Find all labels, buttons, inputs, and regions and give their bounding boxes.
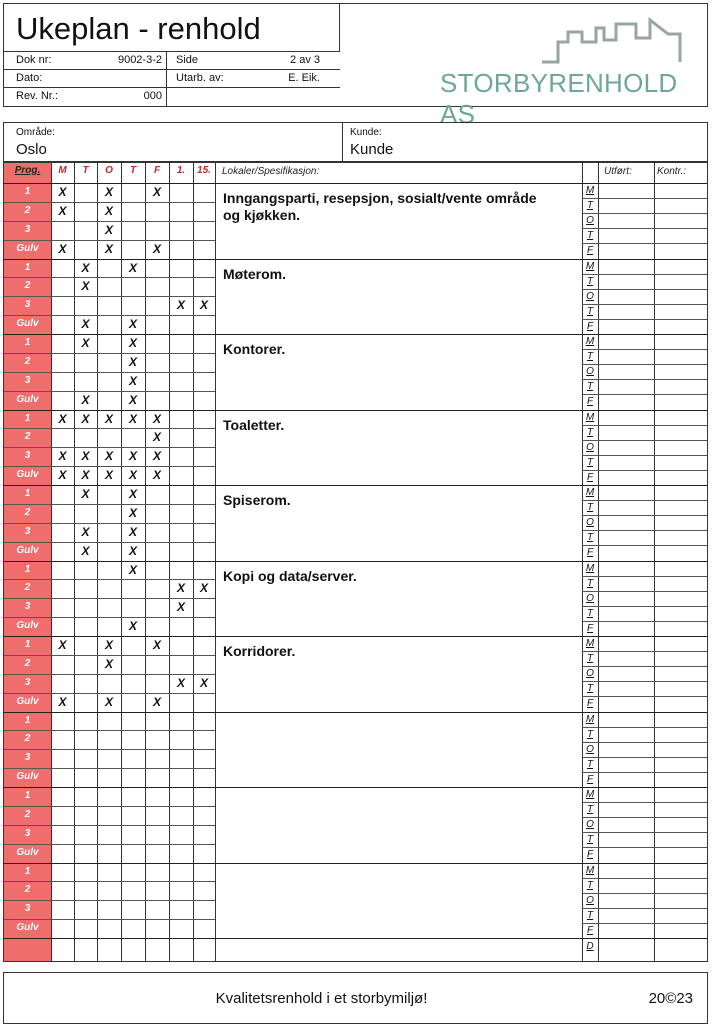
row-line [4, 749, 215, 750]
weekday-label: F [586, 849, 594, 861]
section-divider [4, 334, 707, 335]
weekday-label: F [586, 622, 594, 634]
weekday-label: M [585, 411, 595, 423]
row-line [4, 881, 215, 882]
row-label: 2 [24, 582, 31, 594]
day-row-line [582, 757, 707, 758]
day-row-line [582, 515, 707, 516]
row-line [4, 674, 215, 675]
weekday-label: T [586, 683, 594, 695]
row-line [4, 844, 215, 845]
row-label: Gulv [16, 469, 39, 481]
row-label: Gulv [16, 771, 39, 783]
task-mark: X [128, 373, 137, 388]
task-mark: X [128, 392, 137, 407]
day-row-line [582, 530, 707, 531]
doc-nr-label: Dok nr: [16, 54, 52, 66]
task-mark: X [176, 600, 185, 615]
area-customer-row [3, 122, 708, 162]
title-cell [4, 4, 340, 52]
omrade-value: Oslo [16, 141, 47, 158]
row-label: 1 [24, 337, 31, 348]
company-logo [340, 4, 708, 129]
section-divider [4, 863, 707, 864]
grid-column-line [145, 163, 146, 961]
task-mark: X [81, 279, 90, 294]
day-row-line [582, 274, 707, 275]
footer [3, 972, 708, 1024]
task-mark: X [81, 468, 90, 483]
weekday-label: T [586, 653, 594, 665]
day-row-line [582, 591, 707, 592]
task-mark: X [128, 317, 137, 332]
task-mark: X [128, 619, 137, 634]
section-title: Korridorer. [223, 643, 296, 659]
grid-column-line [51, 163, 52, 961]
task-mark: X [81, 392, 90, 407]
grid-column-line [169, 163, 170, 961]
weekday-label: O [586, 668, 594, 680]
task-mark: X [152, 468, 161, 483]
weekday-label: O [586, 290, 594, 302]
section-title: Toaletter. [223, 416, 285, 433]
weekday-label: M [585, 185, 595, 196]
section-divider [4, 410, 707, 411]
day-row-line [582, 213, 707, 214]
day-row-line [582, 817, 707, 818]
task-mark: X [81, 260, 90, 275]
row-label: Gulv [16, 620, 39, 632]
row-line [4, 542, 215, 543]
row-label: 1 [24, 639, 31, 650]
row-label: 2 [24, 884, 31, 896]
weekday-label: O [586, 215, 594, 227]
weekday-label: F [586, 698, 594, 710]
task-mark: X [58, 449, 67, 464]
row-label: 1 [24, 186, 31, 197]
weekday-label: T [586, 577, 594, 589]
day-row-line [582, 545, 707, 546]
day-row-line [582, 832, 707, 833]
weekly-plan-grid [3, 162, 708, 962]
row-label: Gulv [16, 695, 39, 707]
task-mark: X [128, 487, 137, 501]
kunde-label: Kunde: [350, 127, 382, 138]
weekday-label: F [586, 396, 594, 408]
row-label: 3 [24, 601, 31, 613]
day-row-line [582, 606, 707, 607]
row-label: 3 [24, 223, 31, 235]
day-row-line [582, 847, 707, 848]
section-divider [4, 787, 707, 788]
utfort-header: Utført: [604, 166, 632, 177]
row-label: 1 [24, 865, 31, 877]
section-divider [4, 938, 707, 939]
dato-label: Dato: [16, 72, 43, 84]
row-label: 1 [24, 714, 31, 726]
weekday-label: T [586, 834, 594, 846]
weekday-label: O [586, 441, 594, 453]
task-mark: X [128, 524, 137, 539]
weekday-label: M [585, 713, 595, 725]
task-mark: X [128, 543, 137, 558]
row-label: 3 [24, 676, 31, 688]
rev-value: 000 [143, 90, 162, 102]
row-line [4, 372, 215, 373]
task-mark: X [104, 638, 113, 652]
company-name: STORBYRENHOLD AS [440, 68, 678, 129]
kunde-value: Kunde [350, 141, 394, 158]
task-mark: X [104, 411, 113, 426]
weekday-label: F [586, 547, 594, 559]
day-row-line [582, 228, 707, 229]
weekday-label: M [585, 487, 595, 498]
grid-column-line [97, 163, 98, 961]
row-label: 2 [24, 280, 31, 292]
task-mark: X [81, 487, 90, 501]
task-mark: X [128, 562, 137, 577]
day-row-line [582, 923, 707, 924]
day-row-line [582, 651, 707, 652]
day-row-line [582, 349, 707, 350]
weekday-label: T [586, 804, 594, 816]
weekday-label: T [586, 607, 594, 619]
header-divider [4, 183, 707, 184]
row-line [4, 730, 215, 731]
task-mark: X [199, 298, 208, 313]
utarb-label: Utarb. av: [176, 72, 224, 84]
row-label: 2 [24, 204, 31, 216]
weekday-label: T [586, 381, 594, 393]
day-row-line [582, 319, 707, 320]
day-row-line [582, 243, 707, 244]
row-label: 1 [24, 563, 31, 575]
row-line [4, 598, 215, 599]
weekday-label: O [586, 894, 594, 906]
day-row-line [582, 500, 707, 501]
row-line [4, 504, 215, 505]
section-title: Møterom. [223, 265, 286, 282]
task-mark: X [104, 185, 113, 199]
weekday-label: M [585, 562, 595, 574]
section-divider [4, 561, 707, 562]
day-row-line [582, 681, 707, 682]
task-mark: X [58, 185, 67, 199]
omrade-label: Område: [16, 127, 55, 138]
weekday-label: M [585, 260, 595, 272]
weekday-label: O [586, 592, 594, 604]
task-mark: X [128, 449, 137, 464]
row-line [4, 768, 215, 769]
task-mark: X [58, 203, 67, 218]
day-row-line [582, 198, 707, 199]
row-label: Gulv [16, 544, 39, 556]
grid-column-line [598, 163, 599, 961]
day-row-line [582, 470, 707, 471]
row-line [4, 202, 215, 203]
row-label: 2 [24, 431, 31, 443]
task-mark: X [176, 298, 185, 313]
weekday-label-extra: D [586, 941, 594, 952]
weekday-label: F [586, 924, 594, 936]
day-row-line [582, 364, 707, 365]
weekday-label: O [586, 743, 594, 755]
rev-label: Rev. Nr.: [16, 90, 58, 102]
day-row-line [582, 394, 707, 395]
task-mark: X [81, 317, 90, 332]
kontr-header: Kontr.: [657, 166, 687, 177]
weekday-label: M [585, 336, 595, 347]
page-title: Ukeplan - renhold [16, 11, 261, 46]
task-mark: X [81, 336, 90, 350]
row-line [4, 466, 215, 467]
day-row-line [582, 893, 707, 894]
row-line [4, 391, 215, 392]
row-label: Gulv [16, 846, 39, 858]
row-line [4, 900, 215, 901]
weekday-label: F [586, 320, 594, 332]
section-title: Spiserom. [223, 492, 291, 508]
row-label: 3 [24, 903, 31, 915]
weekday-label: T [586, 456, 594, 468]
row-label: 3 [24, 752, 31, 764]
section-divider [4, 636, 707, 637]
row-label: Gulv [16, 318, 39, 330]
task-mark: X [199, 581, 208, 596]
task-mark: X [104, 449, 113, 464]
day-row-line [582, 576, 707, 577]
row-line [4, 428, 215, 429]
task-mark: X [152, 185, 161, 199]
task-mark: X [152, 638, 161, 652]
row-line [4, 523, 215, 524]
task-mark: X [128, 411, 137, 426]
row-label: 2 [24, 733, 31, 745]
day-row-line [582, 908, 707, 909]
row-label: 2 [24, 657, 31, 669]
task-mark: X [58, 468, 67, 483]
weekday-label: T [586, 275, 594, 287]
skyline-logo-icon [540, 10, 690, 70]
day-header-2: O [105, 165, 113, 176]
side-label: Side [176, 54, 199, 66]
section-divider [4, 485, 707, 486]
meta-row-date [4, 70, 340, 88]
task-mark: X [176, 675, 185, 690]
task-mark: X [81, 543, 90, 558]
weekday-label: M [585, 638, 595, 649]
utarb-value: E. Eik. [288, 72, 320, 84]
weekday-label: O [586, 517, 594, 529]
task-mark: X [152, 411, 161, 426]
day-row-line [582, 878, 707, 879]
weekday-label: T [586, 909, 594, 921]
row-label: 1 [24, 488, 31, 499]
task-mark: X [199, 675, 208, 690]
day-row-line [582, 455, 707, 456]
day-header-3: T [129, 165, 137, 176]
grid-column-line [654, 163, 655, 961]
task-mark: X [128, 505, 137, 520]
row-label: Gulv [16, 242, 39, 254]
day-header-4: F [153, 165, 161, 176]
task-mark: X [128, 468, 137, 483]
row-label: 1 [24, 412, 31, 424]
day-row-line [582, 666, 707, 667]
day-row-line [582, 772, 707, 773]
row-line [4, 579, 215, 580]
meta-row-doc [4, 52, 340, 70]
area-divider [342, 123, 343, 161]
task-mark: X [58, 638, 67, 652]
row-label: 3 [24, 374, 31, 386]
section-title: Kopi og data/server. [223, 567, 357, 584]
weekday-label: O [586, 819, 594, 831]
weekday-label: T [586, 728, 594, 740]
weekday-label: T [586, 758, 594, 770]
weekday-label: T [586, 305, 594, 317]
weekday-label: M [585, 789, 595, 800]
task-mark: X [104, 656, 113, 671]
doc-nr-value: 9002-3-2 [117, 54, 162, 66]
row-label: Gulv [16, 393, 39, 405]
footer-slogan: Kvalitetsrenhold i et storbymiljø! [215, 990, 428, 1007]
task-mark: X [58, 411, 67, 426]
grid-column-line [193, 163, 194, 961]
weekday-label: F [586, 773, 594, 785]
task-mark: X [128, 354, 137, 369]
task-mark: X [152, 449, 161, 464]
row-line [4, 825, 215, 826]
row-line [4, 919, 215, 920]
day-row-line [582, 379, 707, 380]
row-line [4, 296, 215, 297]
day-row-line [582, 696, 707, 697]
meta-divider [166, 52, 167, 107]
task-mark: X [152, 430, 161, 445]
document-header [3, 3, 708, 129]
task-mark: X [128, 336, 137, 350]
section-title: Inngangsparti, resepsjon, sosialt/vente område og kjøkken. [223, 190, 537, 223]
task-mark: X [104, 694, 113, 709]
task-mark: X [104, 222, 113, 237]
day-row-line [582, 289, 707, 290]
lokaler-header: Lokaler/Spesifikasjon: [222, 166, 320, 177]
weekday-label: T [586, 879, 594, 891]
section-title: Kontorer. [223, 341, 286, 357]
day-row-line [582, 304, 707, 305]
day-row-line [582, 621, 707, 622]
section-divider [4, 712, 707, 713]
row-label: 2 [24, 506, 31, 518]
row-line [4, 315, 215, 316]
weekday-label: T [586, 426, 594, 438]
day-row-line [582, 440, 707, 441]
row-line [4, 617, 215, 618]
task-mark: X [128, 260, 137, 275]
row-line [4, 240, 215, 241]
row-line [4, 447, 215, 448]
weekday-label: T [586, 502, 594, 514]
task-mark: X [104, 241, 113, 256]
section-divider [4, 259, 707, 260]
side-value: 2 av 3 [290, 54, 320, 66]
row-label: 3 [24, 450, 31, 462]
row-label: 2 [24, 355, 31, 367]
row-label: 1 [24, 261, 31, 273]
row-line [4, 806, 215, 807]
task-mark: X [176, 581, 185, 596]
row-label: 3 [24, 827, 31, 839]
row-line [4, 353, 215, 354]
task-mark: X [58, 694, 67, 709]
day-row-line [582, 727, 707, 728]
row-label: Gulv [16, 922, 39, 934]
task-mark: X [152, 241, 161, 256]
row-line [4, 277, 215, 278]
meta-row-rev [4, 88, 340, 106]
task-mark: X [58, 241, 67, 256]
task-mark: X [152, 694, 161, 709]
weekday-label: T [586, 200, 594, 212]
weekday-label: F [586, 471, 594, 483]
row-label: 2 [24, 808, 31, 820]
task-mark: X [104, 203, 113, 218]
task-mark: X [81, 411, 90, 426]
day-row-line [582, 425, 707, 426]
row-line [4, 693, 215, 694]
prog-header: Prog. [14, 165, 41, 176]
day-row-line [582, 742, 707, 743]
day-row-line [582, 802, 707, 803]
day-header-0: M [58, 165, 67, 176]
task-mark: X [81, 449, 90, 464]
weekday-label: F [586, 245, 594, 257]
row-line [4, 221, 215, 222]
row-label: 1 [24, 790, 31, 801]
weekday-label: T [586, 230, 594, 242]
row-line [4, 655, 215, 656]
task-mark: X [104, 468, 113, 483]
day-header-5: 1. [176, 165, 186, 176]
day-header-1: T [82, 165, 89, 176]
task-mark: X [81, 524, 90, 539]
weekday-label: M [585, 864, 595, 876]
row-label: 3 [24, 525, 31, 537]
footer-year: 20©23 [648, 990, 693, 1007]
day-header-6: 15. [197, 165, 211, 176]
weekday-label: T [586, 351, 594, 363]
row-label: 3 [24, 299, 31, 311]
grid-column-line [215, 163, 216, 961]
weekday-label: T [586, 532, 594, 544]
weekday-label: O [586, 366, 594, 378]
